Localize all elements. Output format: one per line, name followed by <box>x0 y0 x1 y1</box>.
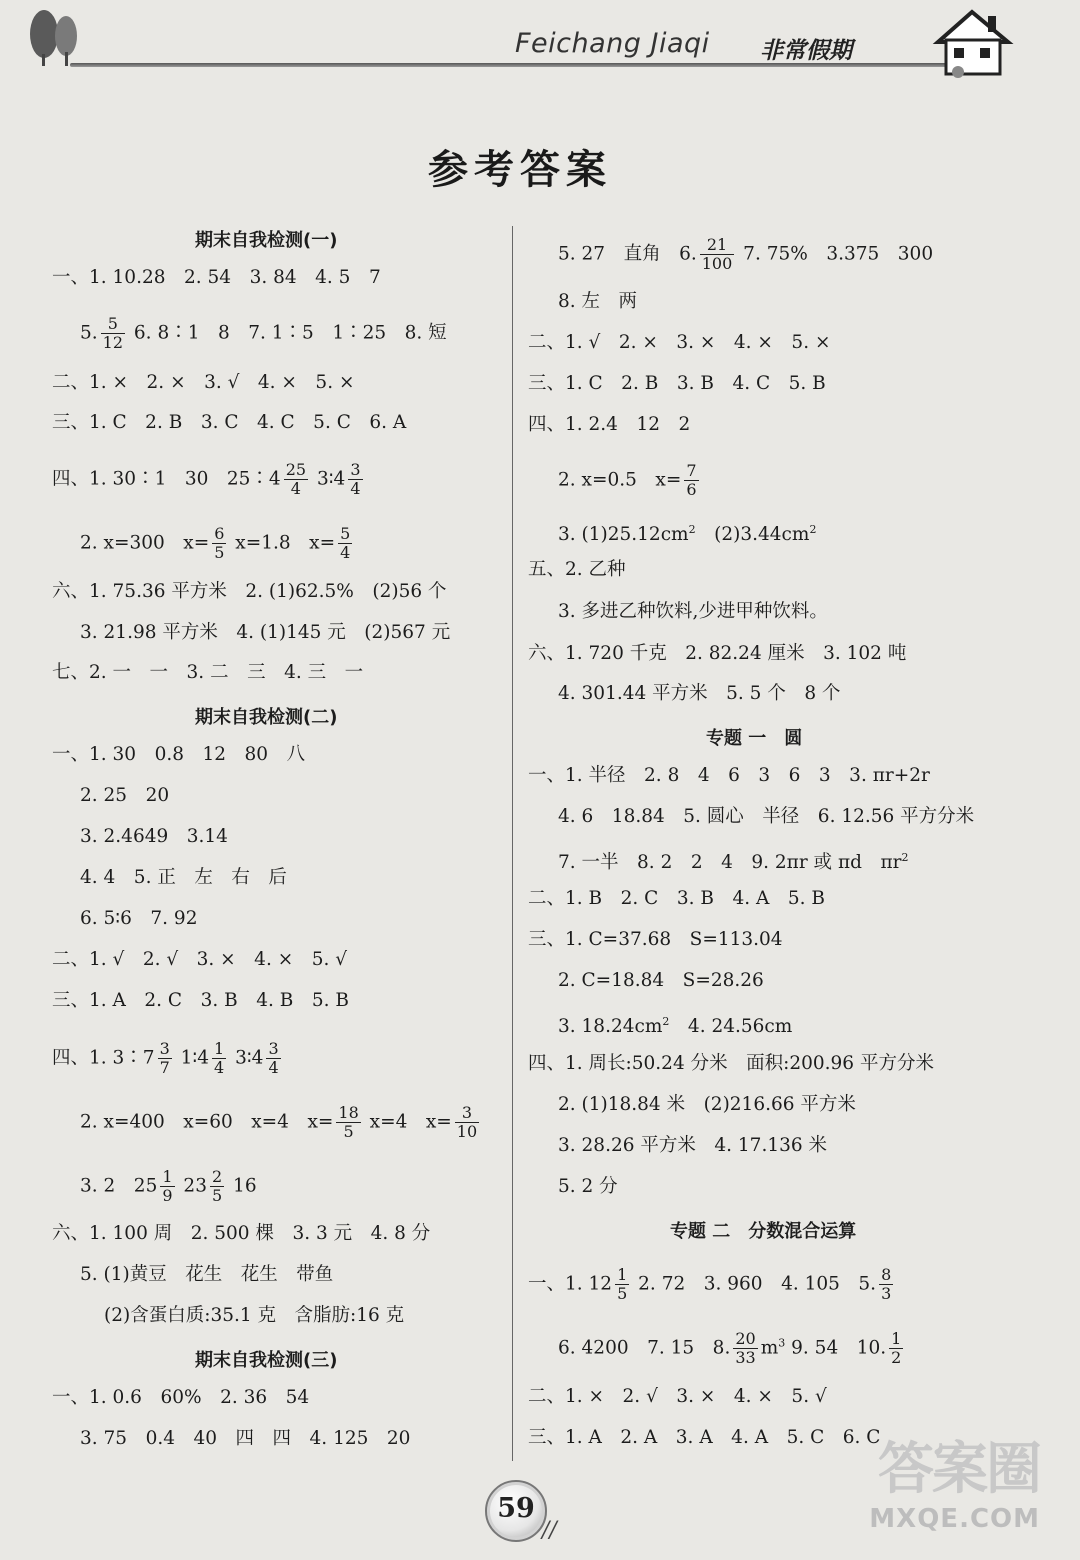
answer-line: 一、1. 30 0.8 12 80 八 <box>52 744 306 765</box>
fraction: $\frac{7}{6}$ <box>686 461 697 499</box>
answer-line: 7. 一半 8. 2 2 4 9. 2πr 或 πd $\pi r^2$ <box>558 851 909 874</box>
answer-line: 2. 25 20 <box>80 785 170 806</box>
answer-line: 6. 4200 7. 15 8. $\frac{20}{33}$ $m^3$ 9. 54 10. $\frac{1}{2}$ <box>558 1329 902 1367</box>
fraction: $\frac{3}{4}$ <box>268 1039 279 1077</box>
answer-line: 四、1. 3∶7 $\frac{3}{7}$ 1∶4 $\frac{1}{4}$ 3∶4 $\frac{3}{4}$ <box>52 1039 279 1077</box>
answer-line: 3. 2.4649 3.14 <box>80 826 228 847</box>
fraction: $\frac{21}{100}$ <box>701 235 733 273</box>
house-icon <box>930 6 1016 82</box>
answer-line: 6. 5∶6 7. 92 <box>80 908 198 929</box>
fraction: $\frac{2}{5}$ <box>211 1167 223 1205</box>
answer-line: 2. C=18.84 S=28.26 <box>558 970 764 991</box>
answer-line: 二、1. √ 2. √ 3. × 4. × 5. √ <box>52 949 348 970</box>
fraction: $\frac{25}{4}$ <box>285 460 307 498</box>
answer-line: 2. x=300 x= $\frac{6}{5}$ x=1.8 x= $\frac{5}{4}$ <box>80 524 351 562</box>
answer-line: (2)含蛋白质:35.1 克 含脂肪:16 克 <box>104 1305 405 1326</box>
answer-line: 5. $\frac{5}{12}$ 6. 8∶1 8 7. 1∶5 1∶25 8. 短 <box>80 314 447 352</box>
answer-line: 4. 301.44 平方米 5. 5 个 8 个 <box>558 683 841 704</box>
answer-line: 二、1. √ 2. × 3. × 4. × 5. × <box>528 332 831 353</box>
fraction: $\frac{3}{10}$ <box>456 1103 478 1141</box>
answer-line: 4. 6 18.84 5. 圆心 半径 6. 12.56 平方分米 <box>558 806 975 827</box>
page-number: 59 <box>497 1493 535 1524</box>
answer-line: 六、1. 720 千克 2. 82.24 厘米 3. 102 吨 <box>528 643 907 664</box>
answer-line: 2. x=0.5 x= $\frac{7}{6}$ <box>558 461 697 499</box>
answer-line: 七、2. 一 一 3. 二 三 4. 三 一 <box>52 662 364 683</box>
answer-line: 3. $(1)25.12cm^2$ $(2)3.44cm^2$ <box>558 523 817 546</box>
fraction: $\frac{5}{12}$ <box>102 314 124 352</box>
watermark-logo <box>869 1437 1040 1540</box>
fraction: $\frac{1}{5}$ <box>617 1265 628 1303</box>
answer-line: 8. 左 两 <box>558 291 638 312</box>
page-number-badge <box>485 1480 547 1542</box>
fraction: $\frac{3}{4}$ <box>350 460 361 498</box>
fraction: $\frac{5}{4}$ <box>340 524 351 562</box>
answer-line: 四、1. 2.4 12 2 <box>528 414 691 435</box>
decorative-slashes: // <box>542 1518 557 1543</box>
brand-english: Feichang Jiaqi <box>515 28 710 59</box>
answer-line: 五、2. 乙种 <box>528 559 626 580</box>
answer-line: 一、1. 12 $\frac{1}{5}$ 2. 72 3. 960 4. 105 5. $\frac{8}{3}$ <box>528 1265 892 1303</box>
answer-line: 三、1. A 2. A 3. A 4. A 5. C 6. C <box>528 1427 881 1448</box>
answer-line: 三、1. C 2. B 3. C 4. C 5. C 6. A <box>52 412 407 433</box>
answer-line: 4. 4 5. 正 左 右 后 <box>80 867 287 888</box>
section-heading-5: 专题 二 分数混合运算 <box>670 1221 857 1242</box>
answer-line: 二、1. B 2. C 3. B 4. A 5. B <box>528 888 825 909</box>
watermark-chinese: 答案圈 <box>878 1437 1040 1502</box>
answer-line: 六、1. 75.36 平方米 2. (1)62.5% (2)56 个 <box>52 581 447 602</box>
answer-line: 六、1. 100 周 2. 500 棵 3. 3 元 4. 8 分 <box>52 1223 431 1244</box>
answer-line: 三、1. C 2. B 3. B 4. C 5. B <box>528 373 826 394</box>
answer-line: 二、1. × 2. √ 3. × 4. × 5. √ <box>528 1386 827 1407</box>
answer-line: 一、1. 0.6 60% 2. 36 54 <box>52 1387 310 1408</box>
fraction: $\frac{6}{5}$ <box>214 524 225 562</box>
answer-line: 二、1. × 2. × 3. √ 4. × 5. × <box>52 372 355 393</box>
answer-line: 四、1. 30∶1 30 25∶4 $\frac{25}{4}$ 3∶4 $\frac{3}{4}$ <box>52 460 361 498</box>
trees-logo-icon <box>22 6 92 68</box>
section-heading-3: 期末自我检测(三) <box>195 1350 338 1371</box>
brand-chinese: 非常假期 <box>760 38 852 64</box>
answer-line: 三、1. C=37.68 S=113.04 <box>528 929 783 950</box>
fraction: $\frac{8}{3}$ <box>881 1265 892 1303</box>
answer-line: 2. (1)18.84 米 (2)216.66 平方米 <box>558 1094 856 1115</box>
section-heading-2: 期末自我检测(二) <box>195 707 338 728</box>
answer-line: 3. 多进乙种饮料,少进甲种饮料。 <box>558 601 828 622</box>
answer-line: 5. (1)黄豆 花生 花生 带鱼 <box>80 1264 334 1285</box>
answer-line: 2. x=400 x=60 x=4 x= $\frac{18}{5}$ x=4 x= $\frac{3}{10}$ <box>80 1103 478 1141</box>
answer-line: 四、1. 周长:50.24 分米 面积:200.96 平方分米 <box>528 1053 934 1074</box>
answer-line: 3. $18.24cm^2$ 4. 24.56cm <box>558 1015 793 1038</box>
answer-line: 3. 2 25 $\frac{1}{9}$ 23 $\frac{2}{5}$ 16 <box>80 1167 257 1205</box>
section-heading-1: 期末自我检测(一) <box>195 230 338 251</box>
fraction: $\frac{1}{9}$ <box>162 1167 173 1205</box>
page-title: 参考答案 <box>428 146 612 193</box>
answer-line: 3. 75 0.4 40 四 四 4. 125 20 <box>80 1428 411 1449</box>
column-divider <box>512 226 513 1461</box>
answer-line: 3. 28.26 平方米 4. 17.136 米 <box>558 1135 828 1156</box>
answer-line: 3. 21.98 平方米 4. (1)145 元 (2)567 元 <box>80 622 451 643</box>
answer-line: 一、1. 半径 2. 8 4 6 3 6 3 3. πr+2r <box>528 765 930 786</box>
fraction: $\frac{1}{4}$ <box>214 1039 225 1077</box>
answer-line: 5. 27 直角 6. $\frac{21}{100}$ 7. 75% 3.375 300 <box>558 235 934 273</box>
fraction: $\frac{18}{5}$ <box>338 1103 359 1141</box>
answer-line: 三、1. A 2. C 3. B 4. B 5. B <box>52 990 349 1011</box>
fraction: $\frac{20}{33}$ <box>735 1329 756 1367</box>
answer-line: 5. 2 分 <box>558 1176 618 1197</box>
fraction: $\frac{1}{2}$ <box>891 1329 902 1367</box>
fraction: $\frac{3}{7}$ <box>159 1039 170 1077</box>
section-heading-4: 专题 一 圆 <box>706 728 803 749</box>
watermark-url: MXQE.COM <box>869 1504 1040 1534</box>
answer-line: 一、1. 10.28 2. 54 3. 84 4. 5 7 <box>52 267 381 288</box>
